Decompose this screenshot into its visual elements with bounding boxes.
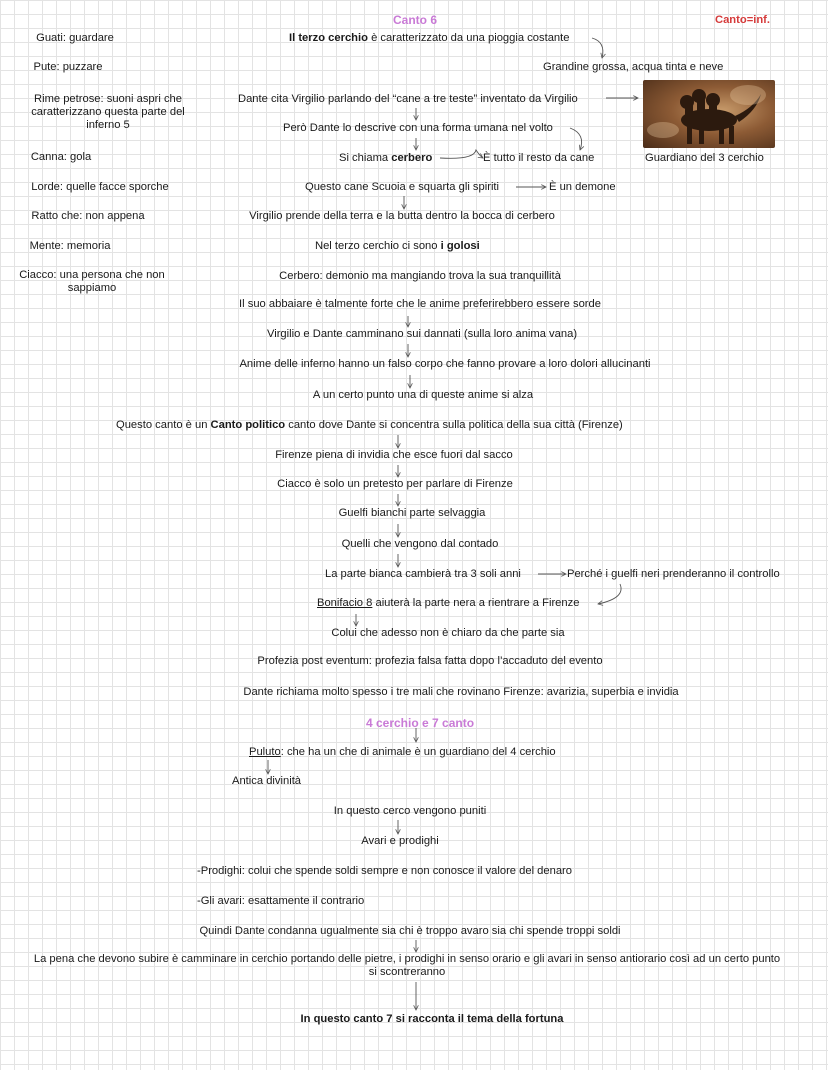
note-line: Dante cita Virgilio parlando del “cane a tre teste” inventato da Virgilio bbox=[238, 93, 578, 105]
section-title: 4 cerchio e 7 canto bbox=[365, 716, 475, 730]
glossary-item: Guati: guardare bbox=[36, 32, 114, 44]
canto-title: Canto 6 bbox=[392, 13, 438, 27]
image-caption: Guardiano del 3 cerchio bbox=[645, 152, 764, 164]
glossary-item: Rime petrose: suoni aspri che caratterizzano questa parte del inferno 5 bbox=[31, 93, 185, 131]
note-line: Però Dante lo descrive con una forma umana nel volto bbox=[283, 122, 553, 134]
note-line: Virgilio e Dante camminano sui dannati (sulla loro anima vana) bbox=[266, 328, 578, 340]
arrow bbox=[598, 584, 621, 604]
note-line: In questo canto 7 si racconta il tema della fortuna bbox=[300, 1013, 564, 1025]
cerberus-image bbox=[643, 80, 775, 148]
note-line: Questo cane Scuoia e squarta gli spiriti bbox=[305, 181, 500, 193]
note-side: Perché i guelfi neri prenderanno il controllo bbox=[567, 568, 780, 580]
note-line: La parte bianca cambierà tra 3 soli anni bbox=[325, 568, 521, 580]
note-side: Grandine grossa, acqua tinta e neve bbox=[543, 61, 724, 73]
note-side: È un demone bbox=[549, 181, 616, 193]
arrow bbox=[440, 150, 483, 158]
note-line: Guelfi bianchi parte selvaggia bbox=[338, 507, 486, 519]
glossary-item: Canna: gola bbox=[30, 151, 92, 163]
note-line: Questo canto è un Canto politico canto dove Dante si concentra sulla politica della sua città (Firenze) bbox=[116, 419, 623, 431]
note-line: Colui che adesso non è chiaro da che parte sia bbox=[331, 627, 565, 639]
note-line: La pena che devono subire è camminare in cerchio portando delle pietre, i prodighi in senso orario e gli avari in senso antiorario così ad un certo punto si scontreranno bbox=[33, 953, 781, 978]
note-line: Quelli che vengono dal contado bbox=[341, 538, 499, 550]
note-side: È tutto il resto da cane bbox=[483, 152, 595, 164]
note-line: Il terzo cerchio è caratterizzato da una pioggia costante bbox=[289, 32, 570, 44]
note-line: -Gli avari: esattamente il contrario bbox=[197, 895, 365, 907]
glossary-item: Ratto che: non appena bbox=[31, 210, 145, 222]
note-line: Ciacco è solo un pretesto per parlare di Firenze bbox=[277, 478, 513, 490]
glossary-item: Ciacco: una persona che non sappiamo bbox=[19, 269, 165, 294]
note-line: Dante richiama molto spesso i tre mali che rovinano Firenze: avarizia, superbia e invidia bbox=[243, 686, 679, 698]
canto-tag: Canto=inf. bbox=[715, 14, 771, 26]
note-line: Profezia post eventum: profezia falsa fatta dopo l’accaduto del evento bbox=[257, 655, 603, 667]
note-line: -Prodighi: colui che spende soldi sempre e non conosce il valore del denaro bbox=[197, 865, 573, 877]
glossary-item: Lorde: quelle facce sporche bbox=[31, 181, 169, 193]
glossary-item: Mente: memoria bbox=[29, 240, 111, 252]
note-line: Antica divinità bbox=[232, 775, 302, 787]
arrow bbox=[592, 38, 603, 58]
note-line: Anime delle inferno hanno un falso corpo che fanno provare a loro dolori allucinanti bbox=[239, 358, 651, 370]
note-line: Puluto: che ha un che di animale è un guardiano del 4 cerchio bbox=[249, 746, 556, 758]
glossary-item: Pute: puzzare bbox=[33, 61, 103, 73]
note-line: A un certo punto una di queste anime si alza bbox=[312, 389, 534, 401]
note-line: Avari e prodighi bbox=[361, 835, 439, 847]
arrow bbox=[570, 128, 582, 150]
note-line: Cerbero: demonio ma mangiando trova la sua tranquillità bbox=[279, 270, 561, 282]
note-line: Bonifacio 8 aiuterà la parte nera a rientrare a Firenze bbox=[317, 597, 580, 609]
note-line: Nel terzo cerchio ci sono i golosi bbox=[315, 240, 480, 252]
note-line: Si chiama cerbero bbox=[339, 152, 433, 164]
note-line: Firenze piena di invidia che esce fuori dal sacco bbox=[275, 449, 513, 461]
note-line: Virgilio prende della terra e la butta dentro la bocca di cerbero bbox=[249, 210, 555, 222]
note-line: Quindi Dante condanna ugualmente sia chi è troppo avaro sia chi spende troppi soldi bbox=[199, 925, 621, 937]
note-line: Il suo abbaiare è talmente forte che le anime preferirebbero essere sorde bbox=[239, 298, 601, 310]
note-line: In questo cerco vengono puniti bbox=[333, 805, 487, 817]
